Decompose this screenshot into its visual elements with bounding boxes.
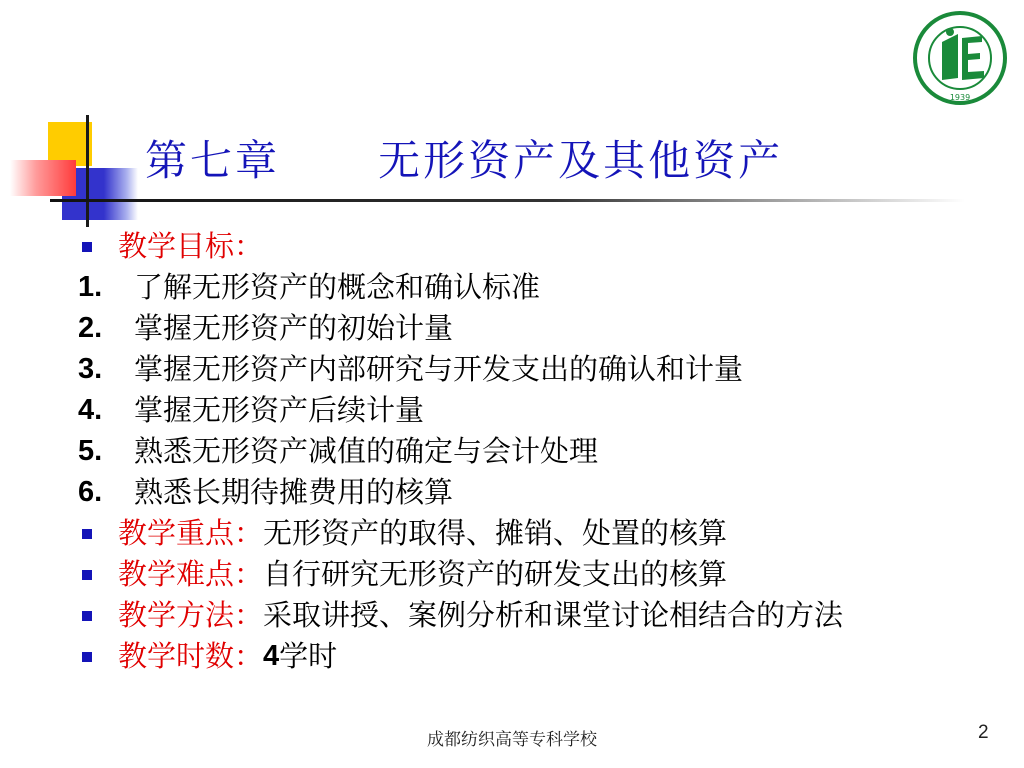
square-bullet-icon (82, 611, 92, 621)
college-seal-logo-icon (912, 10, 1008, 106)
objectives-heading (78, 226, 1018, 267)
square-bullet-icon (82, 652, 92, 662)
objective-text: 了解无形资产的概念和确认标准 (134, 270, 541, 304)
objectives-label: 教学目标： (118, 229, 264, 263)
objective-number: 6. (78, 476, 103, 508)
objective-number: 5. (78, 435, 103, 467)
methods-text: 采取讲授、案例分析和课堂讨论相结合的方法 (263, 598, 844, 632)
objective-item (78, 390, 1018, 431)
hours-unit: 学时 (279, 639, 338, 673)
square-bullet-icon (82, 242, 92, 252)
difficulties-text: 自行研究无形资产的研发支出的核算 (263, 557, 728, 591)
decor-vertical-line (86, 115, 89, 227)
objective-text: 掌握无形资产的初始计量 (134, 311, 454, 345)
hours-label: 教学时数： (118, 639, 264, 673)
key-points-label: 教学重点： (118, 516, 264, 550)
page-number: 2 (978, 722, 989, 743)
decor-red-bar (10, 160, 76, 196)
objective-text: 熟悉长期待摊费用的核算 (134, 475, 454, 509)
objective-number: 4. (78, 394, 103, 426)
objective-item (78, 431, 1018, 472)
methods-item (78, 595, 1018, 636)
objective-item (78, 349, 1018, 390)
objective-number: 3. (78, 353, 103, 385)
objective-number: 2. (78, 312, 103, 344)
logo-year: 1939 (949, 93, 971, 102)
objective-text: 掌握无形资产后续计量 (134, 393, 425, 427)
objective-item (78, 267, 1018, 308)
square-bullet-icon (82, 570, 92, 580)
hours-value: 4 (263, 640, 280, 672)
objective-text: 熟悉无形资产减值的确定与会计处理 (134, 434, 599, 468)
difficulties-item (78, 554, 1018, 595)
slide-footer: 成都纺织高等专科学校 (427, 730, 597, 750)
slide-title: 第七章 无形资产及其他资产 (145, 136, 784, 185)
objective-text: 掌握无形资产内部研究与开发支出的确认和计量 (134, 352, 744, 386)
methods-label: 教学方法： (118, 598, 264, 632)
square-bullet-icon (82, 529, 92, 539)
objective-item (78, 472, 1018, 513)
key-points-item (78, 513, 1018, 554)
objective-number: 1. (78, 271, 103, 303)
difficulties-label: 教学难点： (118, 557, 264, 591)
objective-item (78, 308, 1018, 349)
key-points-text: 无形资产的取得、摊销、处置的核算 (263, 516, 728, 550)
slide-body (78, 226, 1018, 677)
title-underline (50, 199, 965, 202)
hours-item (78, 636, 1018, 677)
